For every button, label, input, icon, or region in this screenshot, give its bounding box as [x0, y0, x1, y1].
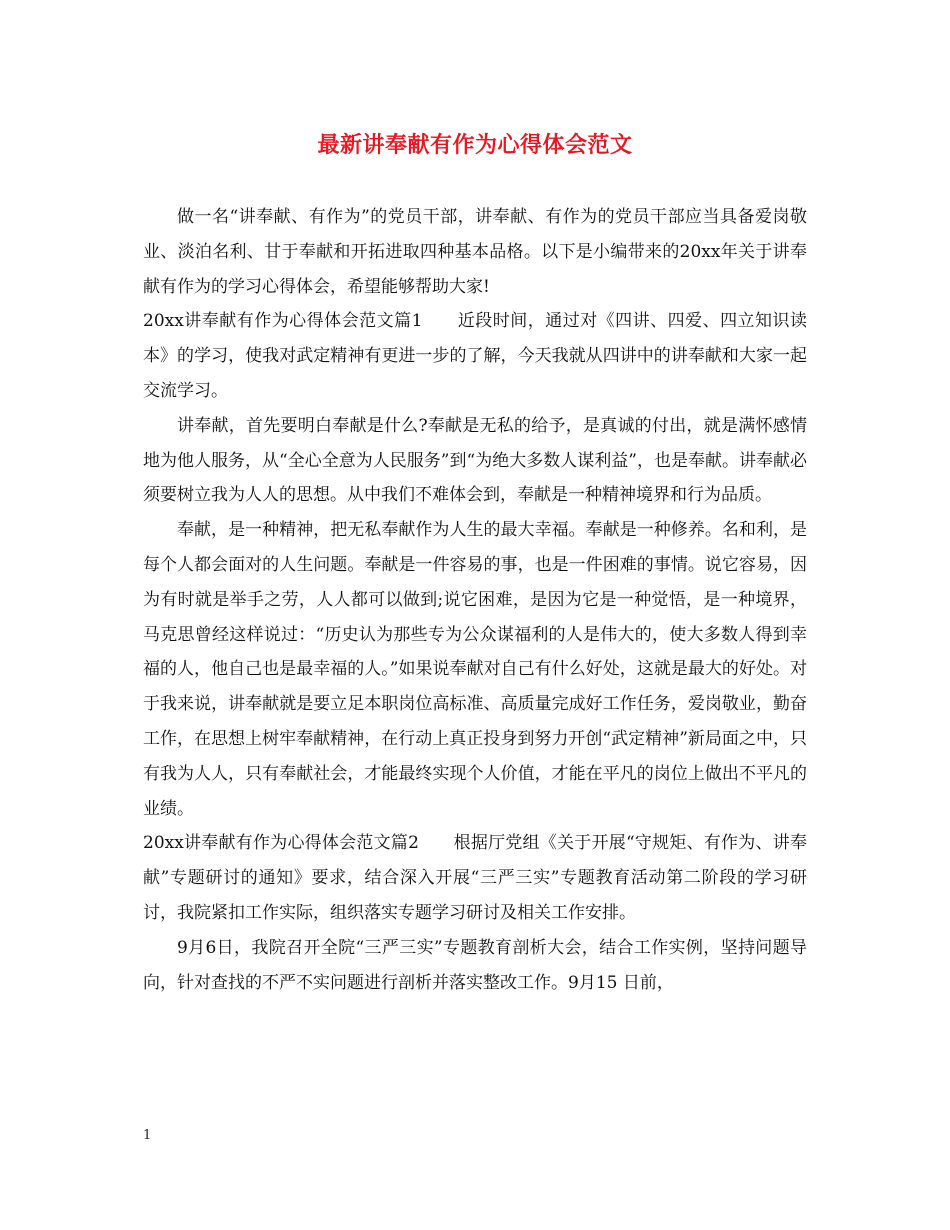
paragraph-3: 讲奉献，首先要明白奉献是什么?奉献是无私的给予，是真诚的付出，就是满怀感情地为他人服务，从“全心全意为人民服务”到“为绝大多数人谋利益”，也是奉献。讲奉献必须要树立我为人人的思想。从中我们不难体会到，奉献是一种精神境界和行为品质。: [143, 415, 807, 506]
paragraph-2: 20xx讲奉献有作为心得体会范文篇1 近段时间，通过对《四讲、四爱、四立知识读本》的学习，使我对武定精神有更进一步的了解，今天我就从四讲中的讲奉献和大家一起交流学习。: [143, 311, 807, 401]
paragraph-6: 9月6日，我院召开全院“三严三实”专题教育剖析大会，结合工作实例，坚持问题导向，针对查找的不严不实问题进行剖析并落实整改工作。9月15 日前，: [143, 937, 807, 993]
page-number: 1: [143, 1128, 152, 1143]
paragraph-4: 奉献，是一种精神，把无私奉献作为人生的最大幸福。奉献是一种修养。名和利，是每个人都会面对的人生问题。奉献是一件容易的事，也是一件困难的事情。说它容易，因为有时就是举手之劳，人人都可以做到;说它困难，是因为它是一种觉悟，是一种境界，马克思曾经这样说过：“历史认为那些专为公众谋福利的人是伟大的，使大多数人得到幸福的人，他自己也是最幸福的人。”如果说奉献对自己有什么好处，这就是最大的好处。对于我来说，讲奉献就是要立足本职岗位高标准、高质量完成好工作任务，爱岗敬业，勤奋工作，在思想上树牢奉献精神，在行动上真正投身到努力开创“武定精神”新局面之中，只有我为人人，只有奉献社会，才能最终实现个人价值，才能在平凡的岗位上做出不平凡的业绩。: [143, 520, 807, 819]
paragraph-1: 做一名“讲奉献、有作为”的党员干部，讲奉献、有作为的党员干部应当具备爱岗敬业、淡泊名利、甘于奉献和开拓进取四种基本品格。以下是小编带来的20xx年关于讲奉献有作为的学习心得体会，希望能够帮助大家!: [143, 207, 807, 297]
paragraph-5: 20xx讲奉献有作为心得体会范文篇2 根据厅党组《关于开展“守规矩、有作为、讲奉献”专题研讨的通知》要求，结合深入开展“三严三实”专题教育活动第二阶段的学习研讨，我院紧扣工作实际，组织落实专题学习研讨及相关工作安排。: [143, 833, 807, 923]
document-body: [143, 200, 807, 1000]
document-title: 最新讲奉献有作为心得体会范文: [317, 132, 633, 158]
